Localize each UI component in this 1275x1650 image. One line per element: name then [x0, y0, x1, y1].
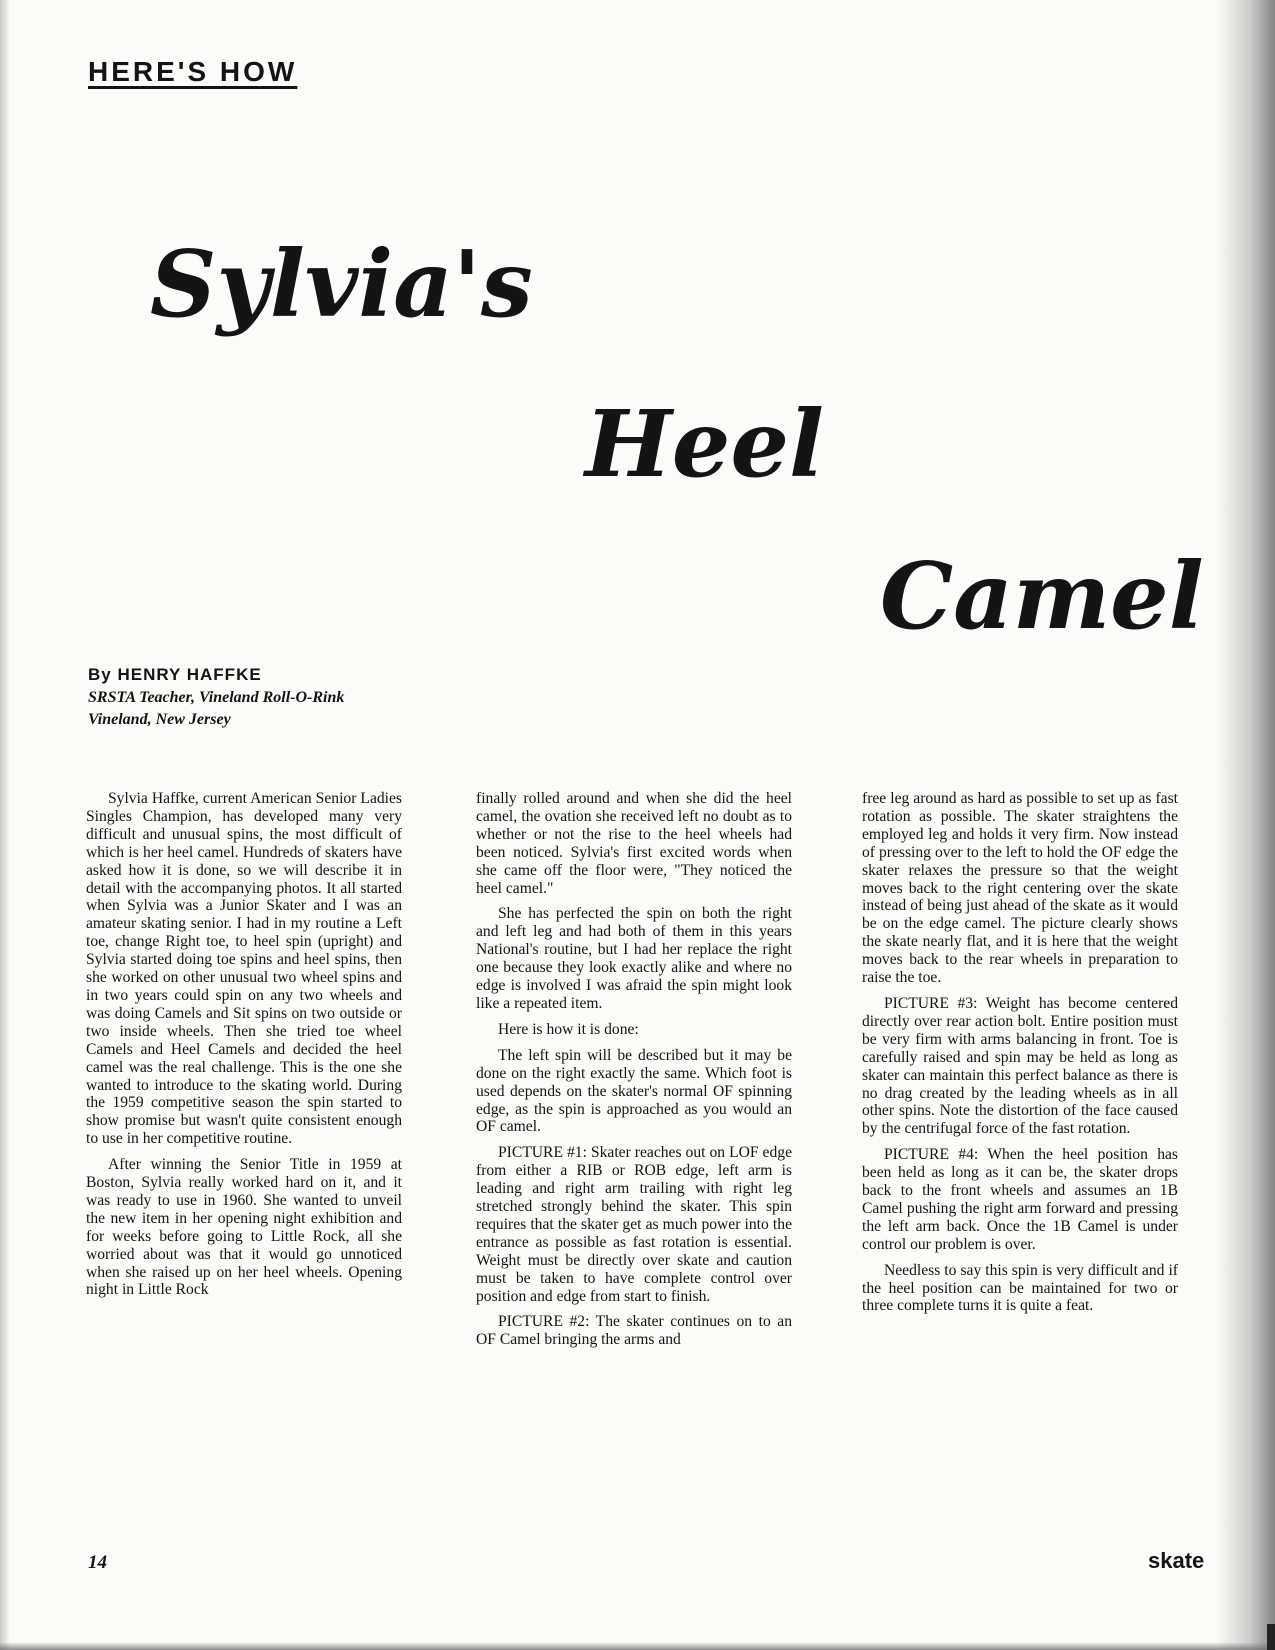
- article-paragraph: Needless to say this spin is very difficult and if the heel position can be maintained for two or three complete turns it is quite a feat.: [862, 1261, 1178, 1315]
- title-word-camel: Camel: [880, 542, 1204, 650]
- article-paragraph: She has perfected the spin on both the right and left leg and had both of them in this years National's routine, but I had her replace the right one because they look exactly alike and where no edge is involved I was afraid the spin might look like a repeated item.: [476, 905, 792, 1012]
- author-location: Vineland, New Jersey: [88, 711, 231, 729]
- title-word-sylvias: Sylvia's: [150, 230, 533, 338]
- article-paragraph: free leg around as hard as possible to set up as fast rotation as possible. The skater straightens the employed leg and holds it very firm. Now instead of pressing over to the left to hold the OF edge the skater relaxes the pressure so that the weight moves back to the right centering over the skate instead of being just ahead of the skate as it would be on the edge camel. The picture clearly shows the skate nearly flat, and it is here that the weight moves back to the rear wheels in preparation to raise the toe.: [862, 790, 1178, 987]
- article-paragraph: After winning the Senior Title in 1959 at Boston, Sylvia really worked hard on it, and it was ready to use in 1960. She wanted to unveil the new item in her opening night exhibition and for weeks before going to Little Rock, all she worried about was that it would go unnoticed when she raised up on her heel wheels. Opening night in Little Rock: [86, 1156, 402, 1299]
- author-name: By HENRY HAFFKE: [88, 665, 262, 684]
- article-paragraph: Sylvia Haffke, current American Senior Ladies Singles Champion, has developed many very difficult and unusual spins, the most difficult of which is her heel camel. Hundreds of skaters have asked how it is done, so we will describe it in detail with the accompanying photos. It all started when Sylvia was a Junior Skater and I was an amateur skating senior. I had in my routine a Left toe, change Right toe, to heel spin (upright) and Sylvia started doing toe spins and heel spins, then she worked on other unusual two wheel spins and in two years could spin on any two wheels and was doing Camels and Sit spins on two outside or two inside wheels. Then she tried toe wheel Camels and Heel Camels and decided the heel camel was the real challenge. This is the one she wanted to introduce to the skating world. During the 1959 competitive season the spin started to show promise but wasn't quite consistent enough to use in her competitive routine.: [86, 790, 402, 1148]
- corner-mark: [1267, 1624, 1275, 1650]
- author-affiliation: SRSTA Teacher, Vineland Roll-O-Rink: [88, 688, 345, 706]
- page-bottom-edge: [0, 1642, 1275, 1650]
- title-word-heel: Heel: [585, 390, 824, 498]
- article-paragraph: PICTURE #1: Skater reaches out on LOF edge from either a RIB or ROB edge, left arm is leading and right arm trailing with right leg stretched strongly behind the skater. This spin requires that the skater get as much power into the entrance as possible as fast rotation is essential. Weight must be directly over skate and caution must be taken to have complete control over position and edge from start to finish.: [476, 1144, 792, 1305]
- article-paragraph: Here is how it is done:: [498, 1020, 639, 1038]
- article-paragraph: The left spin will be described but it may be done on the right exactly the same. Which foot is used depends on the skater's normal OF spinning edge, as the spin is approached as you would an OF camel.: [476, 1046, 792, 1136]
- page-number: 14: [88, 1552, 107, 1573]
- section-label: HERE'S HOW: [88, 56, 298, 87]
- article-paragraph: PICTURE #2: The skater continues on to an OF Camel bringing the arms and: [476, 1313, 792, 1349]
- article-paragraph: PICTURE #3: Weight has become centered directly over rear action bolt. Entire position must be very firm with arms balancing in front. Toe is carefully raised and spin may be held as long as skater can maintain this perfect balance as there is no drag created by the leading wheels as in all other spins. Note the distortion of the face caused by the centrifugal force of the fast rotation.: [862, 994, 1178, 1138]
- article-column-1: [86, 790, 402, 1299]
- article-paragraph: finally rolled around and when she did the heel camel, the ovation she received left no doubt as to whether or not the rise to the heel wheels had been noticed. Sylvia's first excited words when she came off the floor were, "They noticed the heel camel.": [476, 790, 792, 897]
- article-paragraph: PICTURE #4: When the heel position has been held as long as it can be, the skater drops back to the front wheels and assumes an 1B Camel pushing the right arm forward and pressing the left arm back. Once the 1B Camel is under control our problem is over.: [862, 1146, 1178, 1253]
- byline: [88, 663, 344, 732]
- page-left-edge: [0, 0, 10, 1650]
- magazine-name: skate: [1148, 1548, 1205, 1573]
- article-column-3: [862, 790, 1178, 1315]
- article-column-2: [476, 790, 792, 1349]
- page-gutter-shadow: [1217, 0, 1275, 1650]
